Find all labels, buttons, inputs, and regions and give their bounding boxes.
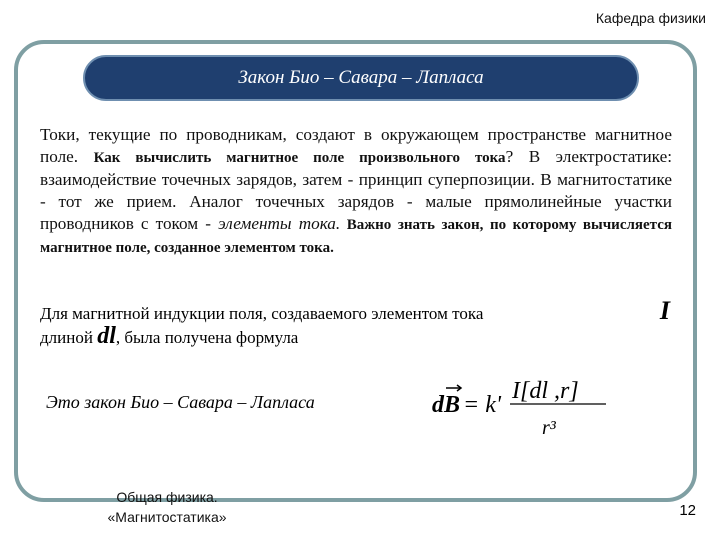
current-symbol: I — [659, 296, 670, 325]
induction-text-1: Для магнитной индукции поля, создаваемого элементом тока — [40, 304, 484, 323]
formula-lhs: dB — [432, 392, 461, 418]
formula-numerator: I[dl ,r] — [512, 378, 579, 404]
para-text-1: Токи, текущие по проводникам, создают в окружающем пространстве магнитное поле. — [40, 125, 672, 166]
law-label: Это закон Био – Савара – Лапласа — [46, 392, 315, 412]
slide-title-bar — [83, 55, 639, 101]
length-element-symbol: dl — [97, 323, 116, 349]
course-line-2: «Магнитостатика» — [107, 509, 227, 525]
formula-denominator: r³ — [542, 417, 556, 439]
course-footer — [92, 487, 242, 527]
para-bold-question: Как вычислить магнитное поле произвольного тока — [93, 150, 506, 166]
induction-text-2: длиной — [40, 328, 93, 347]
para-text-2: ? В электростатике: взаимодействие точечных зарядов, затем - принцип суперпозиции. В магнитостатике - тот же прием. Аналог точечных зарядов - малые прямолинейные участки проводников с током - — [40, 147, 672, 233]
intro-paragraph — [40, 124, 672, 259]
biot-savart-formula — [430, 366, 610, 446]
slide-title: Закон Био – Савара – Лапласа — [238, 67, 484, 88]
formula-eq: = k' — [463, 392, 501, 418]
course-line-1: Общая физика. — [116, 489, 218, 505]
para-italic-term: элементы тока. — [218, 214, 341, 233]
department-label: Кафедра физики — [595, 10, 706, 26]
induction-text-3: , была получена формула — [115, 328, 299, 347]
page-number: 12 — [679, 502, 696, 519]
para-bold-statement: Важно знать закон, по которому вычисляется магнитное поле, созданное элементом тока. — [40, 217, 672, 256]
induction-statement — [40, 296, 670, 349]
